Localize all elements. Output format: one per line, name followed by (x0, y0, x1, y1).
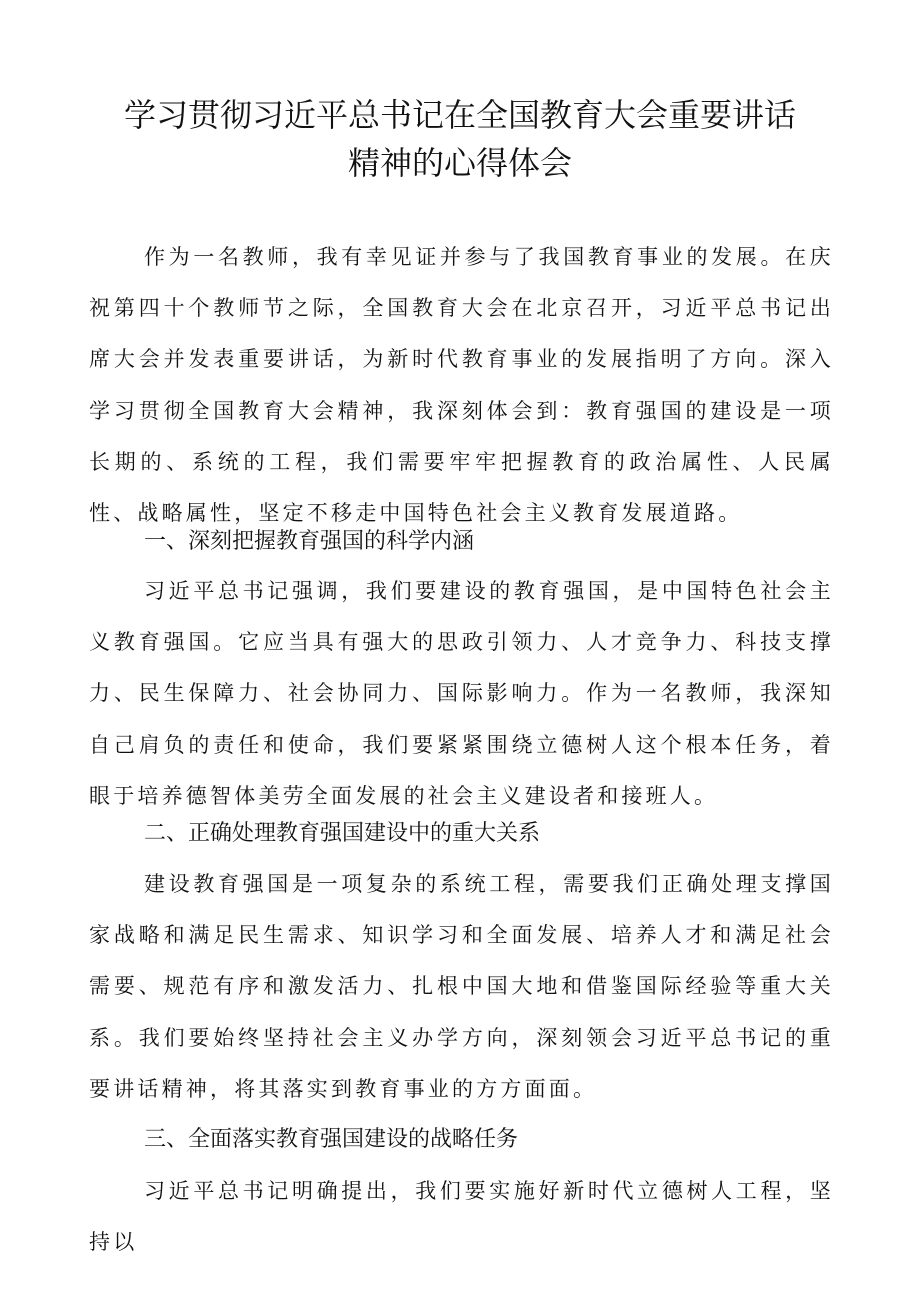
document-title-line1: 学习贯彻习近平总书记在全国教育大会重要讲话 (123, 96, 796, 134)
section-heading-1: 一、深刻把握教育强国的科学内涵 (144, 529, 475, 554)
section-paragraph-1: 习近平总书记强调，我们要建设的教育强国，是中国特色社会主义教育强国。它应当具有强大的思政引领力、人才竞争力、科技支撑力、民生保障力、社会协同力、国际影响力。作为一名教师，我深知自己肩负的责任和使命，我们要紧紧围绕立德树人这个根本任务，着眼于培养德智体美劳全面发展的社会主义建设者和接班人。 (89, 579, 834, 808)
intro-paragraph: 作为一名教师，我有幸见证并参与了我国教育事业的发展。在庆祝第四十个教师节之际，全国教育大会在北京召开，习近平总书记出席大会并发表重要讲话，为新时代教育事业的发展指明了方向。深入学习贯彻全国教育大会精神，我深刻体会到：教育强国的建设是一项长期的、系统的工程，我们需要牢牢把握教育的政治属性、人民属性、战略属性，坚定不移走中国特色社会主义教育发展道路。 (89, 245, 834, 526)
document-title-line2: 精神的心得体会 (347, 144, 572, 182)
section-heading-2: 二、正确处理教育强国建设中的重大关系 (144, 821, 541, 846)
section-paragraph-3: 习近平总书记明确提出，我们要实施好新时代立德树人工程，坚持以 (89, 1179, 834, 1255)
section-heading-3: 三、全面落实教育强国建设的战略任务 (144, 1127, 519, 1152)
section-paragraph-2: 建设教育强国是一项复杂的系统工程，需要我们正确处理支撑国家战略和满足民生需求、知识学习和全面发展、培养人才和满足社会需要、规范有序和激发活力、扎根中国大地和借鉴国际经验等重大关系。我们要始终坚持社会主义办学方向，深刻领会习近平总书记的重要讲话精神，将其落实到教育事业的方方面面。 (89, 872, 834, 1101)
